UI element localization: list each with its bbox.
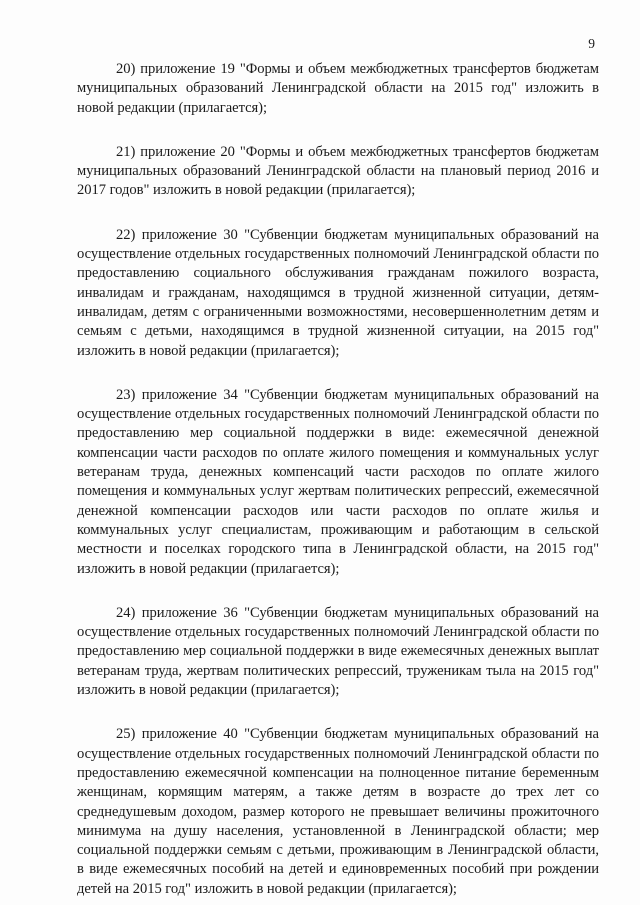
document-body <box>77 60 599 924</box>
page-number: 9 <box>588 36 595 51</box>
paragraph-item-20: 20) приложение 19 "Формы и объем межбюджетных трансфертов бюджетам муниципальных образований Ленинградской области на 2015 год" изложить в новой редакции (прилагается); <box>77 61 599 116</box>
paragraph-item-22: 22) приложение 30 "Субвенции бюджетам муниципальных образований на осуществление отдельных государственных полномочий Ленинградской области по предоставлению социального обслуживания гражданам пожилого возраста, инвалидам и гражданам, находящимся в трудной жизненной ситуации, детям-инвалидам, детям с ограниченными возможностями, несовершеннолетним детям и семьям с детьми, находящимся в трудной жизненной ситуации, на 2015 год" изложить в новой редакции (прилагается); <box>77 226 599 359</box>
paragraph-item-25: 25) приложение 40 "Субвенции бюджетам муниципальных образований на осуществление отдельных государственных полномочий Ленинградской области по предоставлению ежемесячной компенсации на полноценное питание беременным женщинам, кормящим матерям, а также детям в возрасте до трех лет со среднедушевым доходом, размер которого не превышает величины прожиточного минимума на душу населения, установленной в Ленинградской области; мер социальной поддержки семьям с детьми, проживающим в Ленинградской области, в виде ежемесячных пособий на детей и единовременных пособий при рождении детей на 2015 год" изложить в новой редакции (прилагается); <box>77 726 599 897</box>
paragraph-item-23: 23) приложение 34 "Субвенции бюджетам муниципальных образований на осуществление отдельных государственных полномочий Ленинградской области по предоставлению мер социальной поддержки в виде: ежемесячной денежной компенсации части расходов по оплате жилого помещения и коммунальных услуг ветеранам труда, денежных компенсаций части расходов по оплате жилого помещения и коммунальных услуг жертвам политических репрессий, ежемесячной денежной компенсации расходов или части расходов по оплате жилья и коммунальных услуг специалистам, проживающим и работающим в сельской местности и поселках городского типа в Ленинградской области, на 2015 год" изложить в новой редакции (прилагается); <box>77 386 599 577</box>
paragraph-item-24: 24) приложение 36 "Субвенции бюджетам муниципальных образований на осуществление отдельных государственных полномочий Ленинградской области по предоставлению мер социальной поддержки в виде ежемесячных денежных выплат ветеранам труда, жертвам политических репрессий, труженикам тыла на 2015 год" изложить в новой редакции (прилагается); <box>77 604 599 699</box>
paragraph-item-21: 21) приложение 20 "Формы и объем межбюджетных трансфертов бюджетам муниципальных образований Ленинградской области на плановый период 2016 и 2017 годов" изложить в новой редакции (прилагается); <box>77 143 599 199</box>
